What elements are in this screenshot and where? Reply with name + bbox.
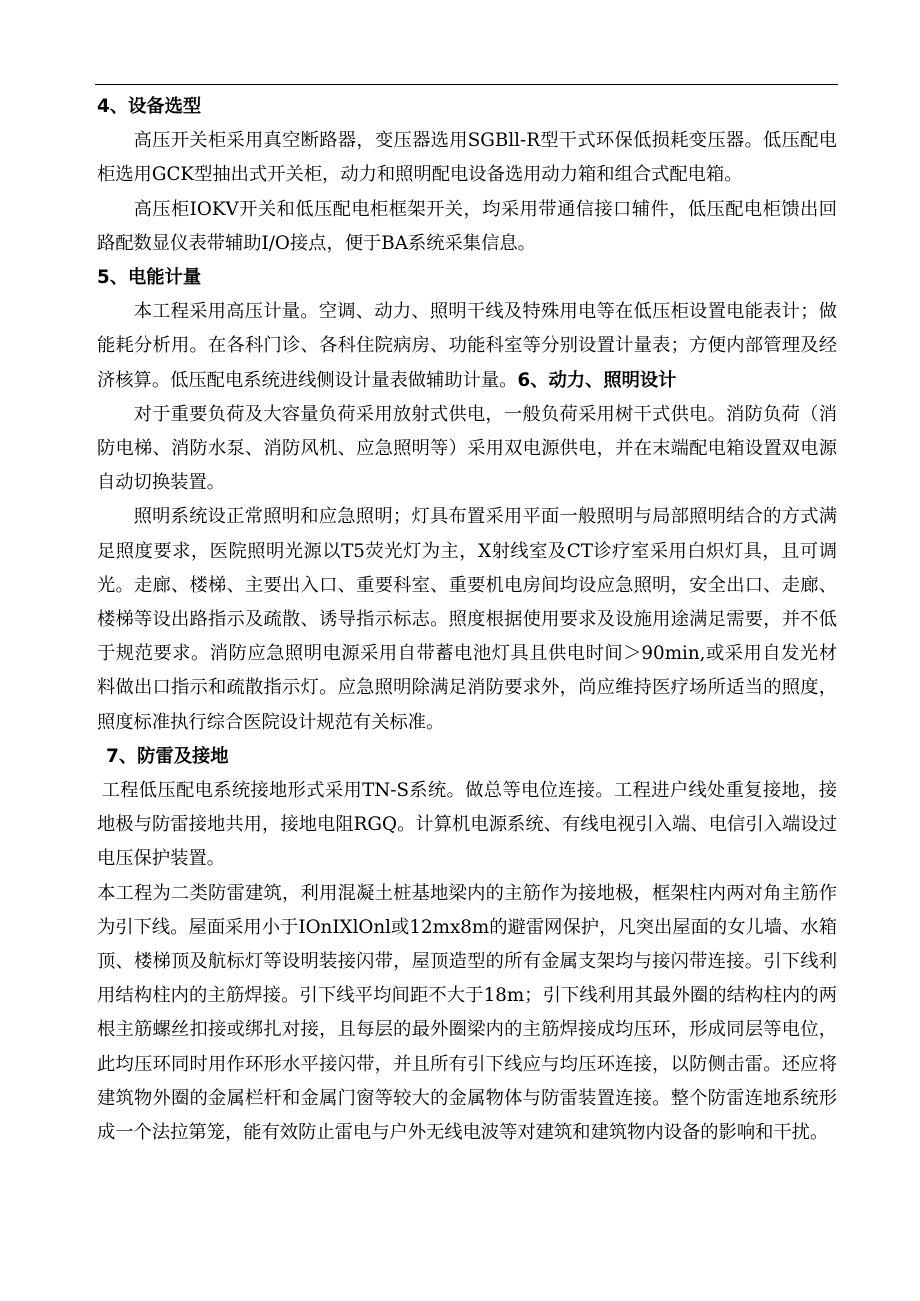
header-rule [95, 84, 838, 85]
section-5-paragraph-1-text: 本工程采用高压计量。空调、动力、照明干线及特殊用电等在低压柜设置电能表计；做能耗分析用。在各科门诊、各科住院病房、功能科室等分别设置计量表；方便内部管理及经济核算。低压配电系统进线侧设计量表做辅助计量。 [97, 301, 837, 391]
section-6-paragraph-1: 对于重要负荷及大容量负荷采用放射式供电，一般负荷采用树干式供电。消防负荷（消防电梯、消防水泵、消防风机、应急照明等）采用双电源供电，并在末端配电箱设置双电源自动切换装置。 [97, 403, 837, 494]
section-4-paragraph-2: 高压柜IOKV开关和低压配电柜框架开关，均采用带通信接口辅件，低压配电柜馈出回路配数显仪表带辅助I/O接点，便于BA系统采集信息。 [97, 198, 837, 254]
section-7-paragraph-1: 工程低压配电系统接地形式采用TN-S系统。做总等电位连接。工程进户线处重复接地，接地极与防雷接地共用，接地电阻RGQ。计算机电源系统、有线电视引入端、电信引入端设过电压保护装置。 [97, 780, 837, 870]
section-4-heading: 4、设备选型 [97, 96, 202, 117]
section-5-paragraph-1 [97, 295, 837, 398]
section-5-heading: 5、电能计量 [97, 267, 202, 289]
section-7-heading: 7、防雷及接地 [106, 745, 229, 767]
section-4-paragraph-1: 高压开关柜采用真空断路器，变压器选用SGBll-R型干式环保低损耗变压器。低压配电柜选用GCK型抽出式开关柜，动力和照明配电设备选用动力箱和组合式配电箱。 [97, 130, 837, 186]
document-body [97, 90, 837, 1150]
section-6-heading: 6、动力、照明设计 [517, 369, 677, 391]
section-6-paragraph-2: 照明系统设正常照明和应急照明；灯具布置采用平面一般照明与局部照明结合的方式满足照度要求，医院照明光源以T5荧光灯为主，X射线室及CT诊疗室采用白炽灯具，且可调光。走廊、楼梯、主要出入口、重要科室、重要机电房间均设应急照明，安全出口、走廊、楼梯等设出路指示及疏散、诱导指示标志。照度根据使用要求及设施用途满足需要，并不低于规范要求。消防应急照明电源采用自带蓄电池灯具且供电时间＞90min,或采用自发光材料做出口指示和疏散指示灯。应急照明除满足消防要求外，尚应维持医疗场所适当的照度，照度标准执行综合医院设计规范有关标准。 [97, 506, 837, 733]
section-7-paragraph-2: 本工程为二类防雷建筑，利用混凝土桩基地梁内的主筋作为接地极，框架柱内两对角主筋作为引下线。屋面采用小于IOnIXlOnl或12mx8m的避雷网保护，凡突出屋面的女儿墙、水箱顶、楼梯顶及航标灯等设明装接闪带，屋顶造型的所有金属支架均与接闪带连接。引下线利用结构柱内的主筋焊接。引下线平均间距不大于18m；引下线利用其最外圈的结构柱内的两根主筋螺丝扣接或绑扎对接，且每层的最外圈梁内的主筋焊接成均压环，形成同层等电位，此均压环同时用作环形水平接闪带，并且所有引下线应与均压环连接，以防侧击雷。还应将建筑物外圈的金属栏杆和金属门窗等较大的金属物体与防雷装置连接。整个防雷连地系统形成一个法拉第笼，能有效防止雷电与户外无线电波等对建筑和建筑物内设备的影响和干扰。 [97, 882, 837, 1144]
